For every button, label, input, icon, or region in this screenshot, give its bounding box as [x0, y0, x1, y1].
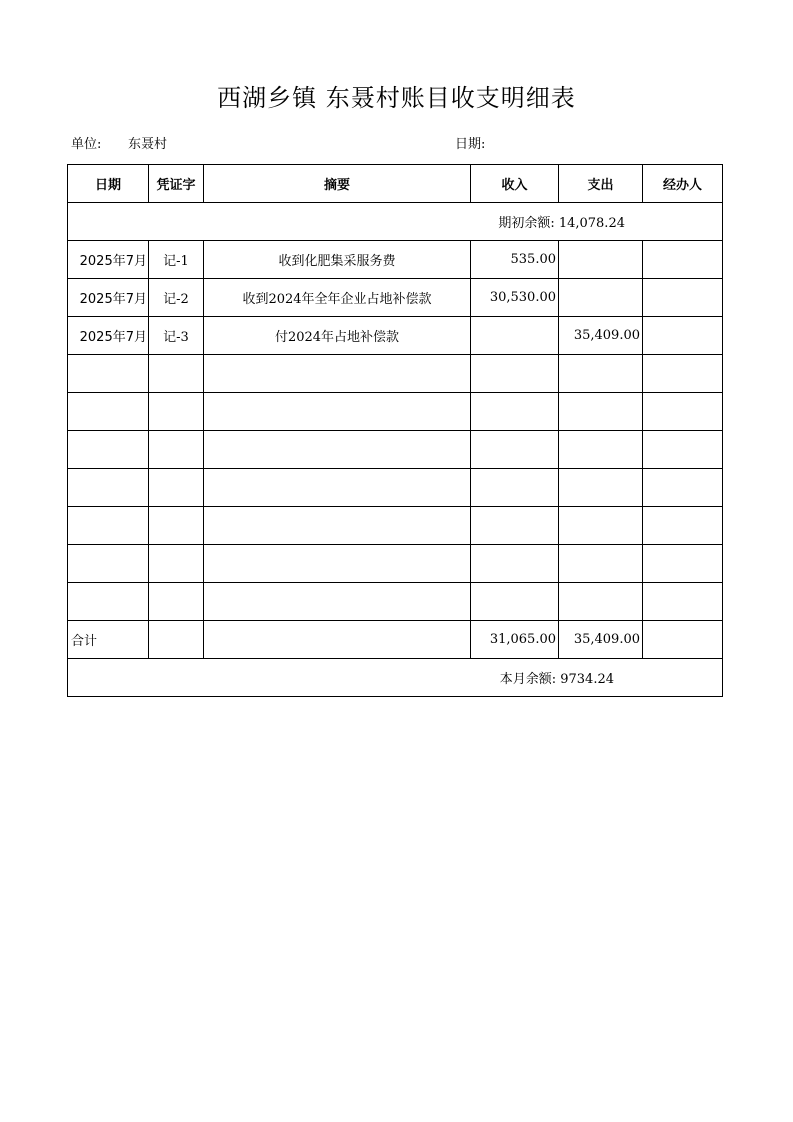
row-expense	[559, 241, 643, 279]
row-summary: 付2024年占地补偿款	[204, 317, 471, 355]
empty-cell	[471, 545, 559, 583]
empty-cell	[149, 621, 204, 659]
row-summary: 收到2024年全年企业占地补偿款	[204, 279, 471, 317]
empty-cell	[559, 469, 643, 507]
empty-cell	[471, 355, 559, 393]
closing-balance-row	[68, 659, 723, 697]
empty-row	[68, 431, 723, 469]
empty-cell	[68, 355, 149, 393]
empty-cell	[559, 507, 643, 545]
table-row	[68, 317, 723, 355]
opening-balance: 期初余额: 14,078.24	[68, 203, 723, 241]
empty-cell	[204, 355, 471, 393]
row-date: 2025年7月	[68, 279, 149, 317]
column-header-income: 收入	[471, 165, 559, 203]
empty-cell	[643, 469, 723, 507]
empty-cell	[471, 583, 559, 621]
empty-cell	[643, 393, 723, 431]
empty-cell	[149, 507, 204, 545]
empty-cell	[471, 393, 559, 431]
empty-cell	[149, 545, 204, 583]
table-row	[68, 241, 723, 279]
unit-label: 单位:	[71, 137, 102, 152]
empty-cell	[643, 431, 723, 469]
empty-cell	[204, 621, 471, 659]
empty-cell	[643, 545, 723, 583]
empty-cell	[204, 583, 471, 621]
empty-cell	[68, 393, 149, 431]
empty-row	[68, 583, 723, 621]
empty-cell	[204, 545, 471, 583]
empty-cell	[68, 583, 149, 621]
ledger-table	[67, 164, 723, 697]
empty-cell	[559, 355, 643, 393]
empty-cell	[68, 545, 149, 583]
empty-row	[68, 545, 723, 583]
empty-cell	[559, 545, 643, 583]
row-voucher: 记-2	[149, 279, 204, 317]
empty-cell	[149, 355, 204, 393]
empty-row	[68, 507, 723, 545]
empty-cell	[559, 393, 643, 431]
column-header-voucher: 凭证字	[149, 165, 204, 203]
column-header-date: 日期	[68, 165, 149, 203]
row-income	[471, 317, 559, 355]
empty-cell	[643, 621, 723, 659]
row-date: 2025年7月	[68, 241, 149, 279]
empty-cell	[149, 431, 204, 469]
empty-cell	[204, 431, 471, 469]
row-expense: 35,409.00	[559, 317, 643, 355]
empty-cell	[471, 507, 559, 545]
empty-cell	[643, 355, 723, 393]
empty-cell	[68, 469, 149, 507]
row-date: 2025年7月	[68, 317, 149, 355]
row-handler	[643, 279, 723, 317]
row-voucher: 记-1	[149, 241, 204, 279]
totals-label: 合计	[68, 621, 149, 659]
column-header-handler: 经办人	[643, 165, 723, 203]
date-label: 日期:	[455, 137, 486, 152]
row-handler	[643, 317, 723, 355]
totals-expense: 35,409.00	[559, 621, 643, 659]
empty-cell	[204, 469, 471, 507]
empty-cell	[68, 507, 149, 545]
empty-cell	[149, 583, 204, 621]
empty-row	[68, 355, 723, 393]
closing-balance: 本月余额: 9734.24	[68, 659, 723, 697]
row-summary: 收到化肥集采服务费	[204, 241, 471, 279]
empty-cell	[471, 469, 559, 507]
column-header-summary: 摘要	[204, 165, 471, 203]
row-voucher: 记-3	[149, 317, 204, 355]
empty-cell	[149, 393, 204, 431]
row-income: 535.00	[471, 241, 559, 279]
table-row	[68, 279, 723, 317]
row-expense	[559, 279, 643, 317]
empty-cell	[204, 507, 471, 545]
page-title: 西湖乡镇 东聂村账目收支明细表	[217, 84, 576, 112]
unit-value: 东聂村	[128, 137, 168, 152]
opening-balance-row	[68, 203, 723, 241]
empty-cell	[471, 431, 559, 469]
empty-cell	[643, 583, 723, 621]
empty-cell	[204, 393, 471, 431]
empty-cell	[643, 507, 723, 545]
totals-income: 31,065.00	[471, 621, 559, 659]
empty-cell	[68, 431, 149, 469]
empty-row	[68, 393, 723, 431]
empty-cell	[559, 431, 643, 469]
empty-cell	[149, 469, 204, 507]
empty-row	[68, 469, 723, 507]
row-handler	[643, 241, 723, 279]
row-income: 30,530.00	[471, 279, 559, 317]
header-row	[68, 165, 723, 203]
empty-cell	[559, 583, 643, 621]
totals-row	[68, 621, 723, 659]
column-header-expense: 支出	[559, 165, 643, 203]
